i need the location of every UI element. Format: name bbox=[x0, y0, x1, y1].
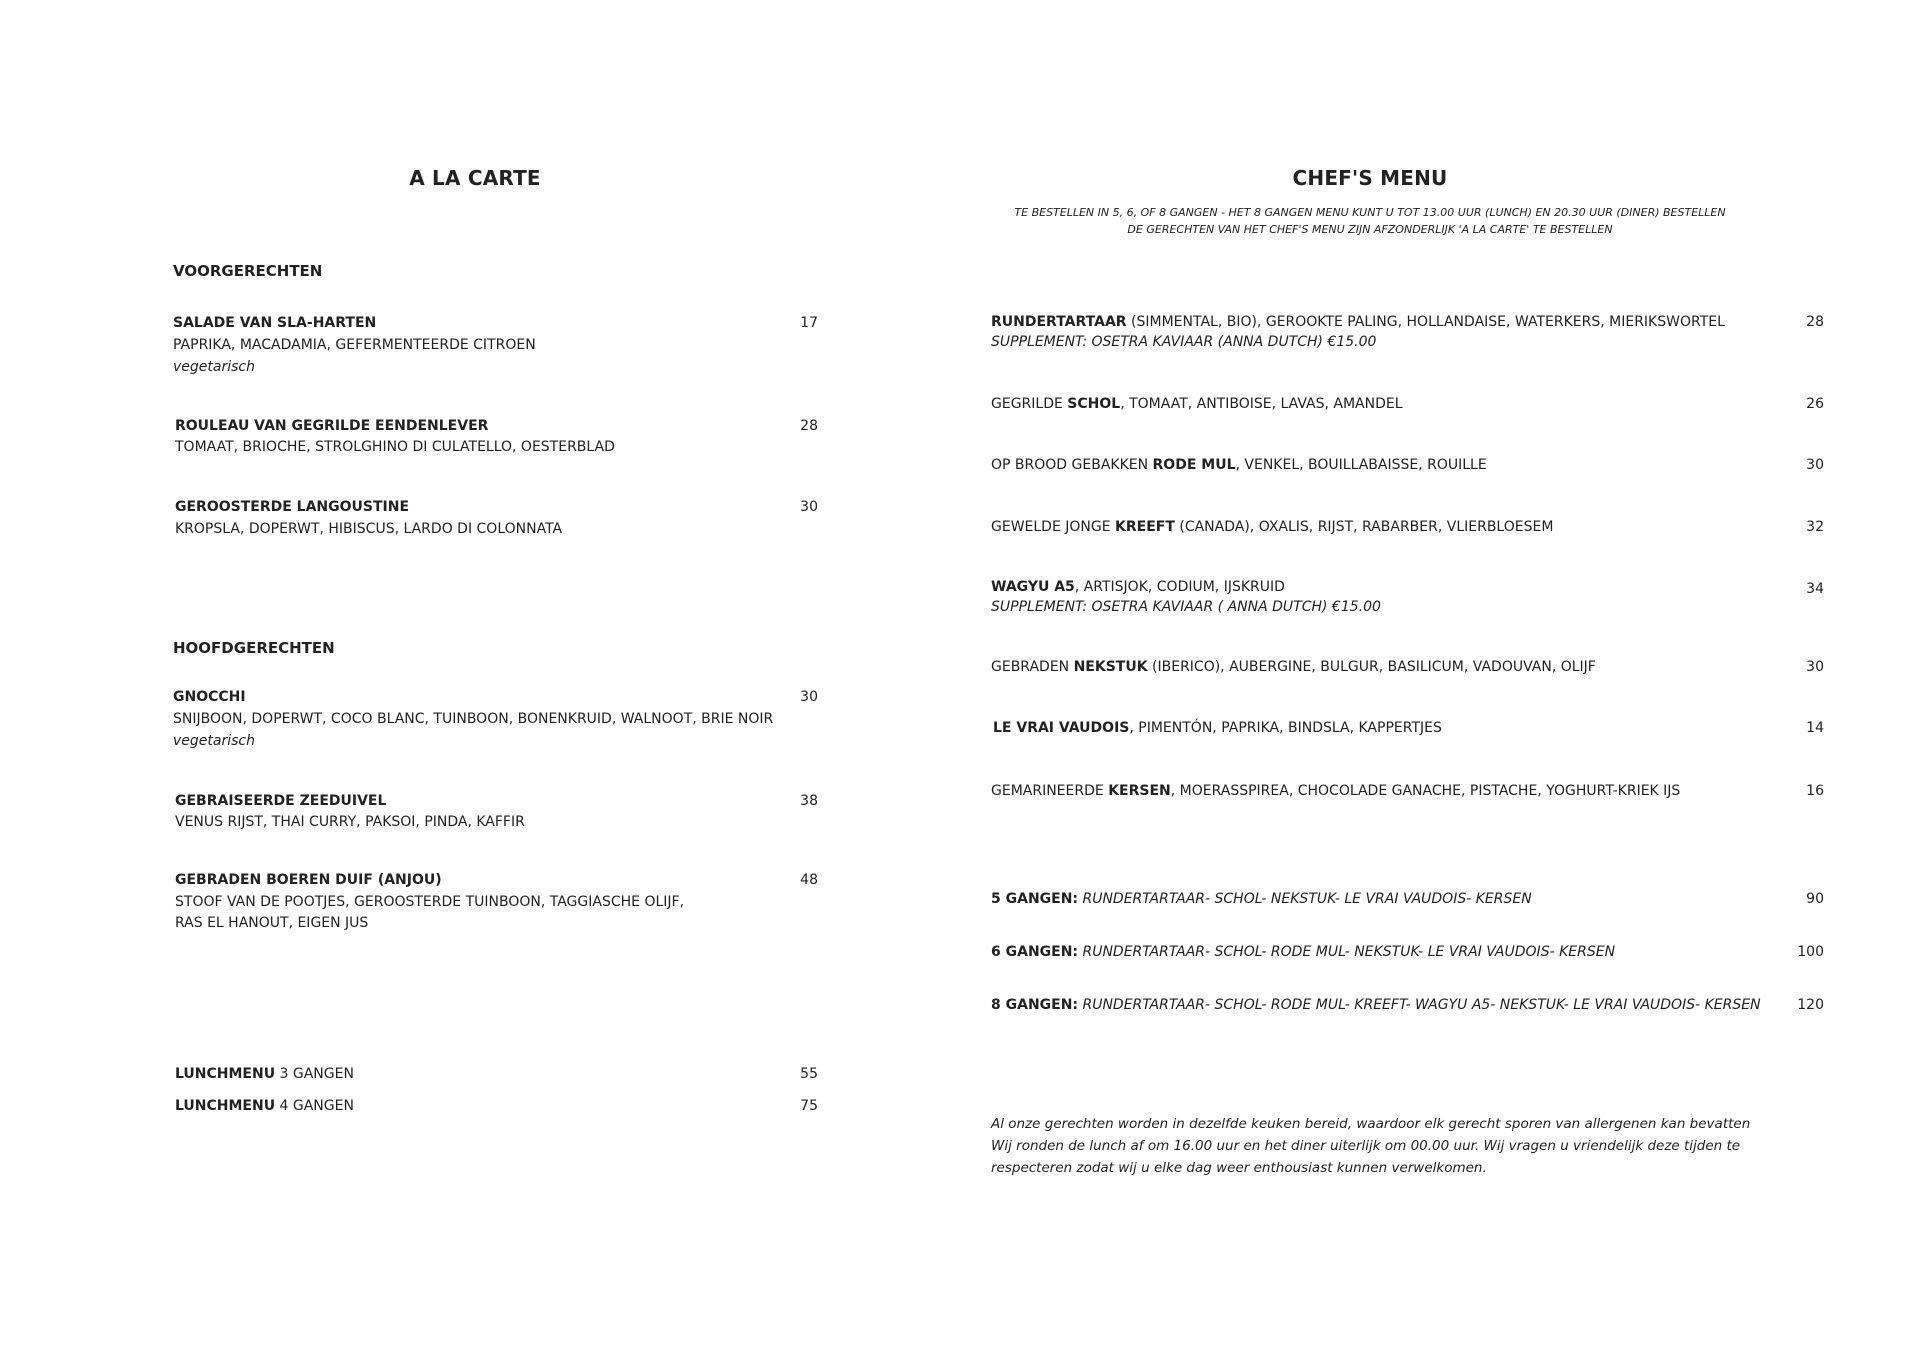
chef-dish-price: 30 bbox=[1806, 457, 1824, 473]
chef-dish-rest: (SIMMENTAL, BIO), GEROOKTE PALING, HOLLANDAISE, WATERKERS, MIERIKSWORTEL bbox=[1126, 314, 1725, 330]
chef-dish-price: 32 bbox=[1806, 519, 1824, 535]
tasting-menu-courses: RUNDERTARTAAR- SCHOL- NEKSTUK- LE VRAI VAUDOIS- KERSEN bbox=[1078, 891, 1532, 907]
chefs-menu-subtitle-2: DE GERECHTEN VAN HET CHEF'S MENU ZIJN AFZONDERLIJK 'A LA CARTE' TE BESTELLEN bbox=[1127, 223, 1613, 236]
tasting-menu-label: 8 GANGEN: bbox=[991, 997, 1079, 1013]
chef-dish-price: 28 bbox=[1806, 314, 1824, 330]
chef-dish-rest: (IBERICO), AUBERGINE, BULGUR, BASILICUM, VADOUVAN, OLIJF bbox=[1147, 659, 1596, 675]
chef-dish-price: 14 bbox=[1806, 720, 1824, 736]
dish-description: PAPRIKA, MACADAMIA, GEFERMENTEERDE CITROEN bbox=[173, 337, 536, 353]
dish-name: GEBRADEN BOEREN DUIF (ANJOU) bbox=[175, 872, 442, 888]
tasting-menu-label: 5 GANGEN: bbox=[991, 891, 1079, 907]
dish-price: 38 bbox=[800, 793, 818, 809]
chef-dish bbox=[991, 519, 1553, 535]
lunch-menu-courses: 3 GANGEN bbox=[275, 1066, 354, 1082]
tasting-menu-line bbox=[991, 891, 1532, 907]
tasting-menu-courses: RUNDERTARTAAR- SCHOL- RODE MUL- NEKSTUK- LE VRAI VAUDOIS- KERSEN bbox=[1078, 944, 1616, 960]
chef-dish-prefix: OP BROOD GEBAKKEN bbox=[991, 457, 1153, 473]
chef-dish-prefix: GEGRILDE bbox=[991, 396, 1068, 412]
tasting-menu-line bbox=[991, 997, 1761, 1013]
chef-dish-main: RUNDERTARTAAR bbox=[991, 314, 1127, 330]
chef-dish-main: KREEFT bbox=[1115, 519, 1175, 535]
chef-dish-rest: , VENKEL, BOUILLABAISSE, ROUILLE bbox=[1235, 457, 1487, 473]
dish-price: 17 bbox=[800, 315, 818, 331]
lunch-menu-line bbox=[175, 1098, 354, 1114]
chef-dish-price: 26 bbox=[1806, 396, 1824, 412]
chef-dish-prefix: GEMARINEERDE bbox=[991, 783, 1109, 799]
dish-description: STOOF VAN DE POOTJES, GEROOSTERDE TUINBOON, TAGGIASCHE OLIJF, bbox=[175, 894, 685, 910]
dish-name: GEROOSTERDE LANGOUSTINE bbox=[175, 499, 410, 515]
chef-dish bbox=[991, 314, 1725, 330]
lunch-menu-price: 75 bbox=[800, 1098, 818, 1114]
hoofdgerechten-heading: HOOFDGERECHTEN bbox=[173, 639, 335, 657]
dish-description: TOMAAT, BRIOCHE, STROLGHINO DI CULATELLO, OESTERBLAD bbox=[175, 439, 615, 455]
chef-dish-rest: , PIMENTÓN, PAPRIKA, BINDSLA, KAPPERTJES bbox=[1129, 720, 1442, 736]
chef-dish-supplement: SUPPLEMENT: OSETRA KAVIAAR ( ANNA DUTCH) €15.00 bbox=[991, 599, 1381, 615]
chefs-menu-subtitle: TE BESTELLEN IN 5, 6, OF 8 GANGEN - HET 8 GANGEN MENU KUNT U TOT 13.00 UUR (LUNCH) EN 20.30 UUR (DINER) BESTELLEN bbox=[1014, 206, 1726, 219]
tasting-menu-courses: RUNDERTARTAAR- SCHOL- RODE MUL- KREEFT- WAGYU A5- NEKSTUK- LE VRAI VAUDOIS- KERSEN bbox=[1078, 997, 1761, 1013]
dish-description: SNIJBOON, DOPERWT, COCO BLANC, TUINBOON, BONENKRUID, WALNOOT, BRIE NOIR bbox=[173, 711, 774, 727]
chef-dish bbox=[991, 579, 1285, 595]
chef-dish-prefix: GEBRADEN bbox=[991, 659, 1074, 675]
lunch-menu-label: LUNCHMENU bbox=[175, 1066, 276, 1082]
dish-name: SALADE VAN SLA-HARTEN bbox=[173, 315, 377, 331]
chef-dish bbox=[991, 783, 1680, 799]
chefs-menu-title: CHEF'S MENU bbox=[1292, 166, 1448, 190]
tasting-menu-label: 6 GANGEN: bbox=[991, 944, 1079, 960]
chef-dish bbox=[991, 659, 1596, 675]
dish-description-continued: RAS EL HANOUT, EIGEN JUS bbox=[175, 915, 369, 931]
dish-description: KROPSLA, DOPERWT, HIBISCUS, LARDO DI COLONNATA bbox=[175, 521, 563, 537]
opening-hours-note: Wij ronden de lunch af om 16.00 uur en het diner uiterlijk om 00.00 uur. Wij vragen u vriendelijk deze tijden te bbox=[991, 1138, 1741, 1154]
a-la-carte-title: A LA CARTE bbox=[409, 166, 541, 190]
voorgerechten-heading: VOORGERECHTEN bbox=[173, 262, 323, 280]
dish-name: GNOCCHI bbox=[173, 689, 246, 705]
chef-dish-price: 30 bbox=[1806, 659, 1824, 675]
dish-name: GEBRAISEERDE ZEEDUIVEL bbox=[175, 793, 387, 809]
chef-dish-main: KERSEN bbox=[1108, 783, 1171, 799]
dish-description: VENUS RIJST, THAI CURRY, PAKSOI, PINDA, KAFFIR bbox=[175, 814, 525, 830]
dish-name: ROULEAU VAN GEGRILDE EENDENLEVER bbox=[175, 418, 489, 434]
opening-hours-note-continued: respecteren zodat wij u elke dag weer enthousiast kunnen verwelkomen. bbox=[991, 1160, 1487, 1176]
tasting-menu-line bbox=[991, 944, 1615, 960]
lunch-menu-line bbox=[175, 1066, 354, 1082]
tasting-menu-price: 90 bbox=[1806, 891, 1824, 907]
tasting-menu-price: 120 bbox=[1797, 997, 1824, 1013]
chef-dish-supplement: SUPPLEMENT: OSETRA KAVIAAR (ANNA DUTCH) €15.00 bbox=[991, 334, 1377, 350]
chef-dish bbox=[993, 720, 1442, 736]
chef-dish-prefix: GEWELDE JONGE bbox=[991, 519, 1116, 535]
tasting-menu-price: 100 bbox=[1797, 944, 1824, 960]
chef-dish-main: SCHOL bbox=[1067, 396, 1121, 412]
chef-dish-main: WAGYU A5 bbox=[991, 579, 1075, 595]
allergen-note: Al onze gerechten worden in dezelfde keuken bereid, waardoor elk gerecht sporen van allergenen kan bevatten bbox=[991, 1116, 1751, 1132]
vegetarian-note: vegetarisch bbox=[173, 733, 255, 749]
lunch-menu-courses: 4 GANGEN bbox=[275, 1098, 354, 1114]
dish-price: 28 bbox=[800, 418, 818, 434]
dish-price: 48 bbox=[800, 872, 818, 888]
chef-dish-main: RODE MUL bbox=[1152, 457, 1236, 473]
chef-dish-rest: , MOERASSPIREA, CHOCOLADE GANACHE, PISTACHE, YOGHURT-KRIEK IJS bbox=[1170, 783, 1681, 799]
lunch-menu-price: 55 bbox=[800, 1066, 818, 1082]
chef-dish-main: LE VRAI VAUDOIS bbox=[993, 720, 1130, 736]
chef-dish-rest: (CANADA), OXALIS, RIJST, RABARBER, VLIERBLOESEM bbox=[1174, 519, 1554, 535]
chef-dish-price: 16 bbox=[1806, 783, 1824, 799]
lunch-menu-label: LUNCHMENU bbox=[175, 1098, 276, 1114]
chef-dish-rest: , ARTISJOK, CODIUM, IJSKRUID bbox=[1074, 579, 1285, 595]
chef-dish bbox=[991, 457, 1487, 473]
chef-dish-main: NEKSTUK bbox=[1073, 659, 1148, 675]
dish-price: 30 bbox=[800, 689, 818, 705]
chef-dish-price: 34 bbox=[1806, 581, 1824, 597]
chef-dish bbox=[991, 396, 1403, 412]
chef-dish-rest: , TOMAAT, ANTIBOISE, LAVAS, AMANDEL bbox=[1120, 396, 1403, 412]
dish-price: 30 bbox=[800, 499, 818, 515]
vegetarian-note: vegetarisch bbox=[173, 359, 255, 375]
